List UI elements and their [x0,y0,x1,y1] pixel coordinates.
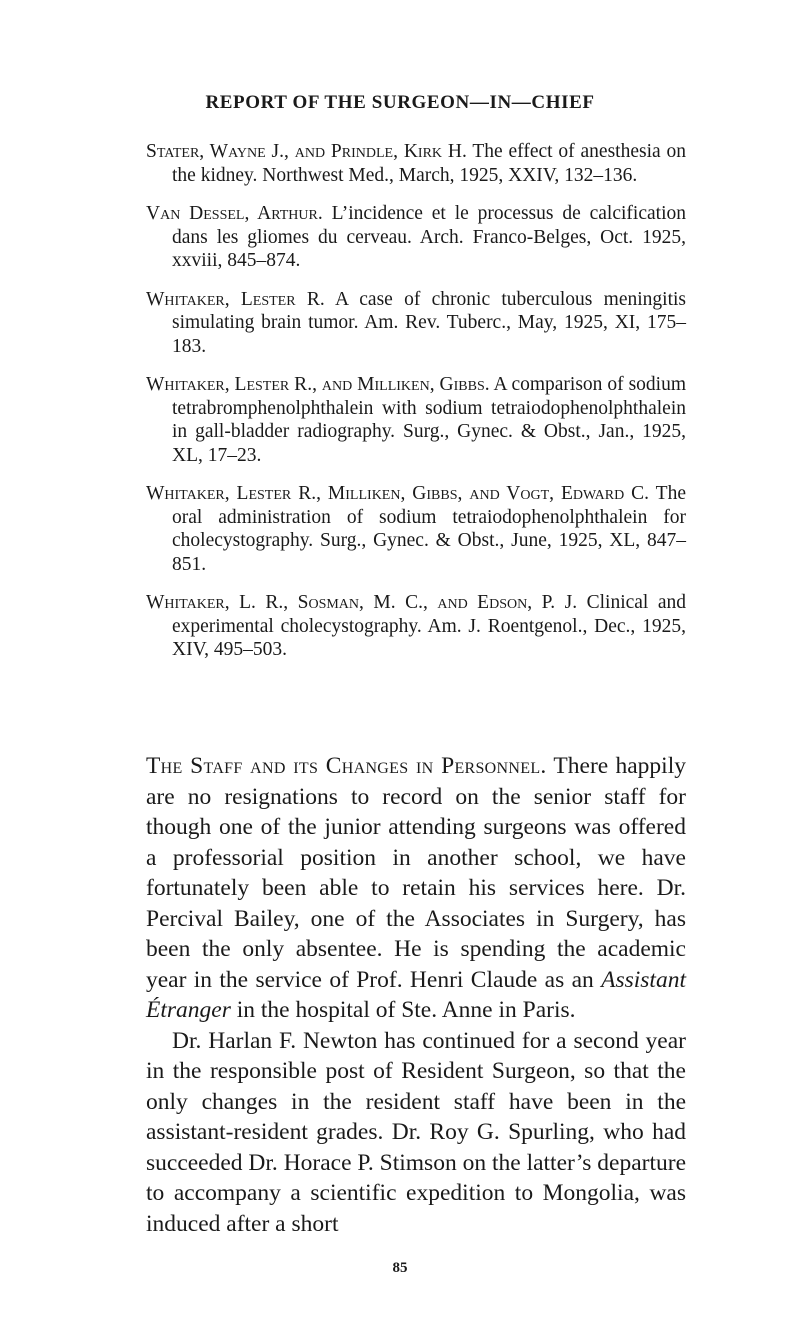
body-paragraph [146,751,686,1026]
reference-authors: Whitaker, L. R., Sosman, M. C., and Edson, P. J. [146,592,578,613]
reference-text: Clinical and experimental cholecystography. Am. J. Roentgenol., Dec., 1925, XIV, 495–503. [172,592,686,660]
reference-entry [146,140,686,187]
reference-entry [146,591,686,662]
reference-authors: Whitaker, Lester R., Milliken, Gibbs, and Vogt, Edward C. [146,483,650,504]
reference-text: A comparison of sodium tetrabromphenolphthalein with sodium tetraiodophenolphthalein in gall-bladder radiography. Surg., Gynec. & Obst., Jan., 1925, XL, 17–23. [172,374,686,466]
italic-term: Assistant Étranger [146,966,686,1023]
reference-entry [146,482,686,576]
reference-authors: Whitaker, Lester R., and Milliken, Gibbs. [146,374,490,395]
reference-text: The oral administration of sodium tetraiodophenolphthalein for cholecystography. Surg., Gynec. & Obst., June, 1925, XL, 847–851. [172,483,686,575]
reference-entry [146,202,686,273]
running-head: REPORT OF THE SURGEON—IN—CHIEF [205,92,595,113]
staff-section [146,751,686,1239]
reference-authors: Van Dessel, Arthur. [146,203,323,224]
reference-text: The effect of anesthesia on the kidney. Northwest Med., March, 1925, XXIV, 132–136. [172,141,687,186]
section-title: The Staff and its Changes in Personnel. [146,753,547,779]
paragraph-text: in the hospital of Ste. Anne in Paris. [230,997,576,1023]
page-number: 85 [392,1260,408,1276]
reference-text: L’incidence et le processus de calcification dans les gliomes du cerveau. Arch. Franco-Belges, Oct. 1925, xxviii, 845–874. [172,203,686,271]
reference-text: A case of chronic tuberculous meningitis simulating brain tumor. Am. Rev. Tuberc., May, 1925, XI, 175–183. [172,288,686,357]
reference-entry [146,288,686,359]
reference-list [146,140,686,677]
reference-authors: Stater, Wayne J., and Prindle, Kirk H. [146,141,467,162]
body-paragraph: Dr. Harlan F. Newton has continued for a second year in the responsible post of Resident Surgeon, so that the only changes in the resident staff have been in the assistant-resident grades. Dr. Roy G. Spurling, who had succeeded Dr. Horace P. Stimson on the latter’s departure to accompany a scientific expedition to Mongolia, was induced after a short [146,1027,686,1237]
reference-entry [146,373,686,467]
reference-authors: Whitaker, Lester R. [146,288,325,310]
paragraph-text: There happily are no resignations to record on the senior staff for though one of the junior attending surgeons was offered a professorial position in another school, we have fortunately been able to retain his services here. Dr. Percival Bailey, one of the Associates in Surgery, has been the only absentee. He is spending the academic year in the service of Prof. Henri Claude as an [146,753,686,993]
